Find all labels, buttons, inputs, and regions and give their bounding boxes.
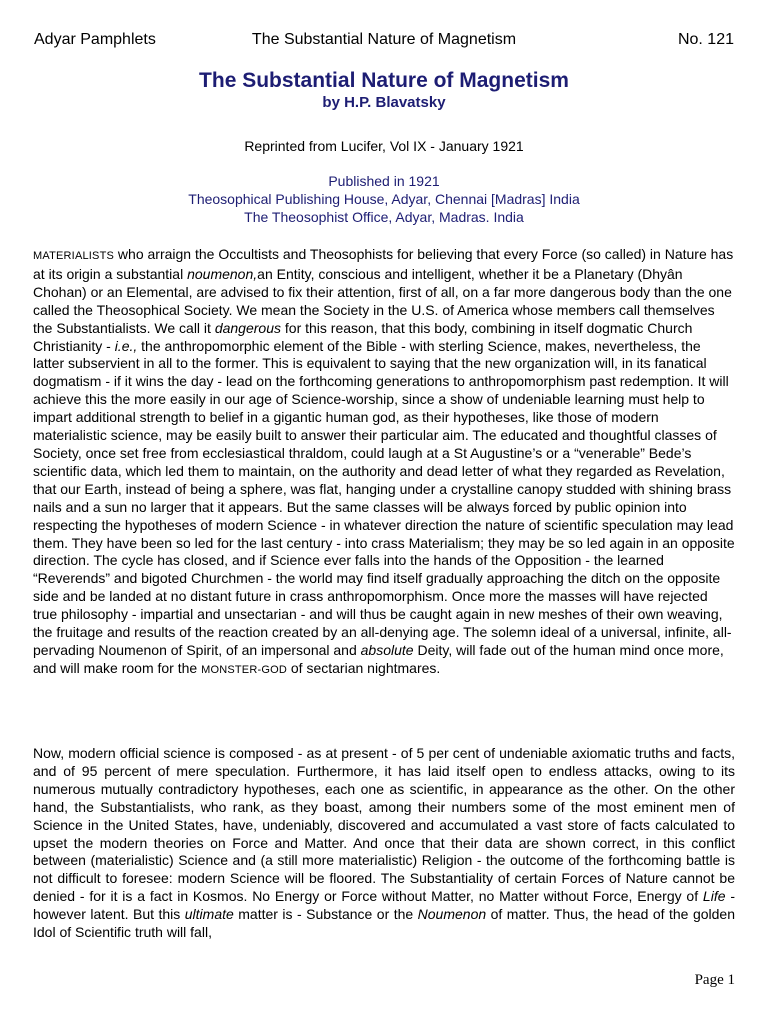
text-run: Now, modern official science is composed - as at present - of 5 per cent of undeniable axiomatic truths and facts, and of 95 percent of mere speculation. Furthermore, it has laid itself open to endless attacks, owing to its numerous mutually contradictory hypotheses, each one as scientific, in appearance as the other. On the other hand, the Substantialists, who rank, as they boast, among their numbers some of the most eminent men of Science in the United States, have, undeniably, discovered and accumulated a vast store of facts calculated to upset the modern theories on Force and Matter. And once that their data are shown correct, in this conflict between (materialistic) Science and (a still more materialistic) Religion - the outcome of the forthcoming battle is not difficult to foresee: modern Science will be floored. The Substantiality of certain Forces of Nature cannot be denied - for it is a fact in Kosmos. No Energy or Force without Matter, no Matter without Force, Energy of xyxy=(33,745,735,905)
paragraph-1 xyxy=(33,246,735,680)
publication-year: Published in 1921 xyxy=(328,173,440,189)
emphasis: absolute xyxy=(360,641,414,658)
series-name: Adyar Pamphlets xyxy=(34,31,156,48)
publisher-office: The Theosophist Office, Adyar, Madras. India xyxy=(244,209,524,225)
emphasis: ultimate xyxy=(184,906,234,923)
text-run: matter is - Substance or the xyxy=(233,906,418,923)
pamphlet-number: No. 121 xyxy=(677,31,734,48)
lead-caps: MATERIALISTS xyxy=(33,250,115,262)
publication-info xyxy=(0,172,768,226)
page-number: Page 1 xyxy=(694,972,735,988)
author-byline: by H.P. Blavatsky xyxy=(322,94,446,111)
reprint-note: Reprinted from Lucifer, Vol IX - January 1921 xyxy=(244,138,524,154)
emphasis: Noumenon xyxy=(417,906,487,923)
title-block xyxy=(0,68,768,112)
emphasis: noumenon, xyxy=(187,265,258,282)
text-run: for this reason, that this body, combining in itself dogmatic Church Christianity - xyxy=(33,319,693,354)
text-run: of sectarian nightmares. xyxy=(287,659,441,676)
small-caps-term: MONSTER-GOD xyxy=(201,663,287,676)
emphasis: Life xyxy=(702,888,726,905)
text-run: Deity, will fade out of the human mind once more, and will make room for the xyxy=(33,641,724,676)
text-run: - however latent. But this xyxy=(33,888,735,923)
running-header xyxy=(34,30,734,52)
publisher-name: Theosophical Publishing House, Adyar, Chennai [Madras] India xyxy=(188,191,580,207)
emphasis: dangerous xyxy=(214,319,281,336)
emphasis: i.e., xyxy=(114,337,138,354)
text-run: of matter. Thus, the head of the golden Idol of Scientific truth will fall, xyxy=(33,906,735,941)
running-title: The Substantial Nature of Magnetism xyxy=(251,31,517,48)
paragraph-2 xyxy=(33,745,735,942)
document-title: The Substantial Nature of Magnetism xyxy=(199,69,569,92)
text-run: the anthropomorphic element of the Bible - with sterling Science, makes, nevertheless, the latter subservient in all to the former. This is equivalent to saying that the new organization will, in its fanatical dogmatism - if it wins the day - lead on the forthcoming generations to anthropomorphism past redemption. It will achieve this the more easily in our age of Science-worship, since a show of undeniable learning must help to impart additional strength to belief in a gigantic human god, as their hypotheses, like those of modern materialistic science, may be easily built to answer their particular aim. The educated and thoughtful classes of Society, once set free from ecclesiastical thraldom, could laugh at a St Augustine’s or a “venerable” Bede’s scientific data, which led them to maintain, on the authority and dead letter of what they regarded as Revelation, that our Earth, instead of being a sphere, was flat, hanging under a crystalline canopy studded with shining brass nails and a sun no larger that it appears. But the same classes will be always forced by public opinion into respecting the hypotheses of modern Science - in whatever direction the nature of scientific speculation may lead them. They have been so led for the last century - into crass Materialism; they may be so led again in an opposite direction. The cycle has closed, and if Science ever falls into the hands of the Opposition - the learned “Reverends” and bigoted Churchmen - the world may find itself gradually approaching the ditch on the opposite side and be landed at no distant future in crass anthropomorphism. Once more the masses will have rejected true philosophy - impartial and unsectarian - and will thus be caught again in new meshes of their own weaving, the fruitage and results of the reaction created by an all-denying age. The solemn ideal of a universal, infinite, all-pervading Noumenon of Spirit, of an impersonal and xyxy=(33,337,735,658)
text-run: an Entity, conscious and intelligent, whether it be a Planetary (Dhyân Chohan) or an Elemental, are advised to fix their attention, first of all, on a far more dangerous body than the one called the Theosophical Society. We mean the Society in the U.S. of America whose members call themselves the Substantialists. We call it xyxy=(33,265,732,336)
text-run: who arraign the Occultists and Theosophists for believing that every Force (so called) in Nature has at its origin a substantial xyxy=(33,246,734,282)
